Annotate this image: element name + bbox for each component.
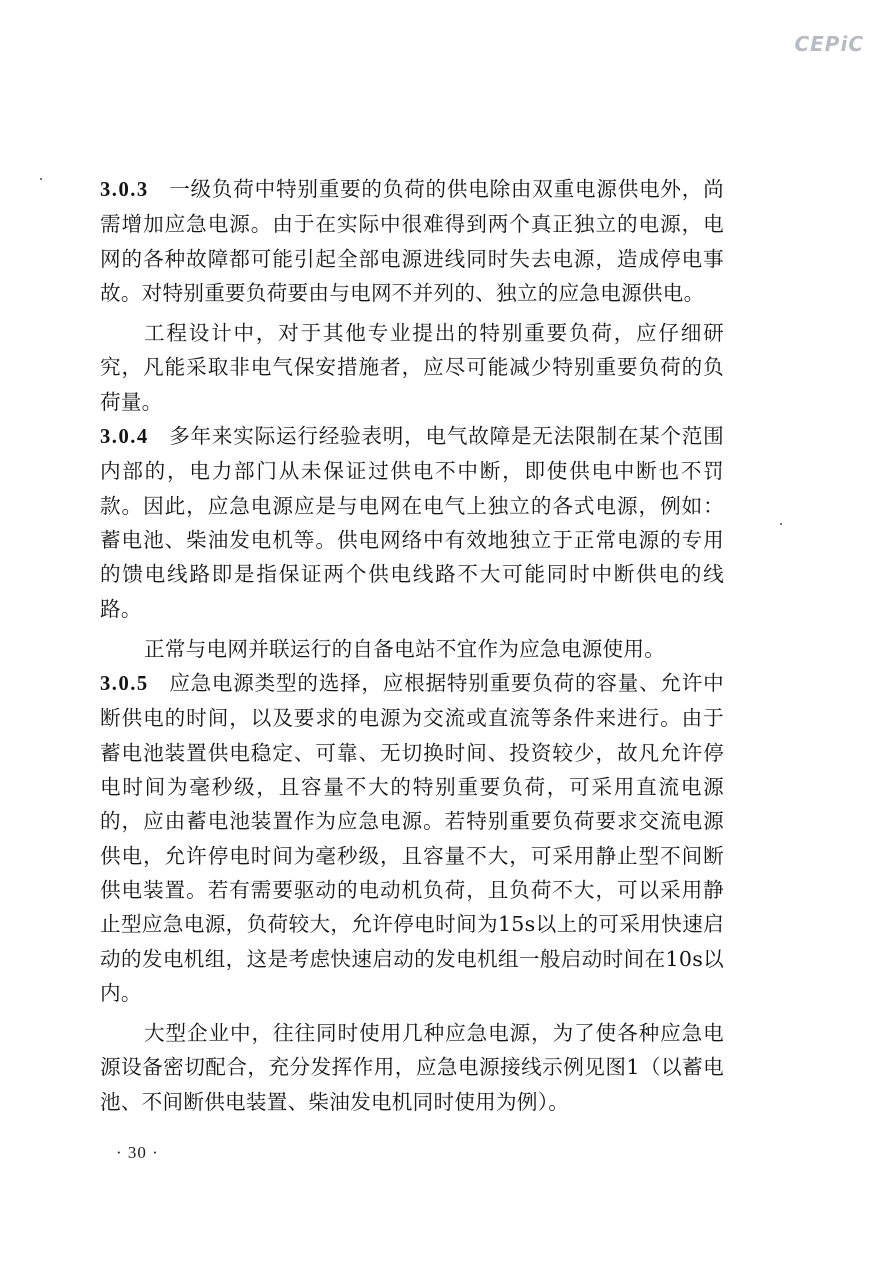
clause-paragraph [100, 172, 724, 310]
paragraph-text: 一级负荷中特别重要的负荷的供电除由双重电源供电外，尚需增加应急电源。由于在实际中很难得到两个真正独立的电源，电网的各种故障都可能引起全部电源进线同时失去电源，造成停电事故。对特别重要负荷要由与电网不并列的、独立的应急电源供电。 [100, 177, 724, 305]
clause-number: 3.0.5 [100, 673, 149, 696]
clause-paragraph [100, 419, 724, 626]
body-paragraph [100, 1016, 724, 1119]
scan-speck [40, 178, 42, 180]
scan-speck [780, 523, 782, 525]
paragraph-text: 工程设计中，对于其他专业提出的特别重要负荷，应仔细研究，凡能采取非电气保安措施者，应尽可能减少特别重要负荷的负荷量。 [100, 321, 724, 414]
page-number: · 30 · [116, 1143, 159, 1162]
paragraph-text: 大型企业中，往往同时使用几种应急电源，为了使各种应急电源设备密切配合，充分发挥作用，应急电源接线示例见图1（以蓄电池、不间断供电装置、柴油发电机同时使用为例）。 [100, 1021, 724, 1114]
clause-paragraph [100, 666, 724, 1010]
publisher-logo: CEPiC [794, 32, 864, 56]
clause-number: 3.0.3 [100, 179, 149, 201]
body-paragraph [100, 632, 724, 666]
body-paragraph [100, 316, 724, 419]
paragraph-text: 多年来实际运行经验表明，电气故障是无法限制在某个范围内部的，电力部门从未保证过供电不中断，即使供电中断也不罚款。因此，应急电源应是与电网在电气上独立的各式电源，例如：蓄电池、柴油发电机等。供电网络中有效地独立于正常电源的专用的馈电线路即是指保证两个供电线路不大可能同时中断供电的线路。 [100, 424, 724, 621]
paragraph-text: 正常与电网并联运行的自备电站不宜作为应急电源使用。 [144, 636, 666, 661]
paragraph-text: 应急电源类型的选择，应根据特别重要负荷的容量、允许中断供电的时间，以及要求的电源为交流或直流等条件来进行。由于蓄电池装置供电稳定、可靠、无切换时间、投资较少，故凡允许停电时间为毫秒级，且容量不大的特别重要负荷，可采用直流电源的，应由蓄电池装置作为应急电源。若特别重要负荷要求交流电源供电，允许停电时间为毫秒级，且容量不大，可采用静止型不间断供电装置。若有需要驱动的电动机负荷，且负荷不大，可以采用静止型应急电源，负荷较大，允许停电时间为15s以上的可采用快速启动的发电机组，这是考虑快速启动的发电机组一般启动时间在10s以内。 [100, 671, 724, 1005]
clause-number: 3.0.4 [100, 426, 149, 449]
body-text [100, 172, 724, 1119]
